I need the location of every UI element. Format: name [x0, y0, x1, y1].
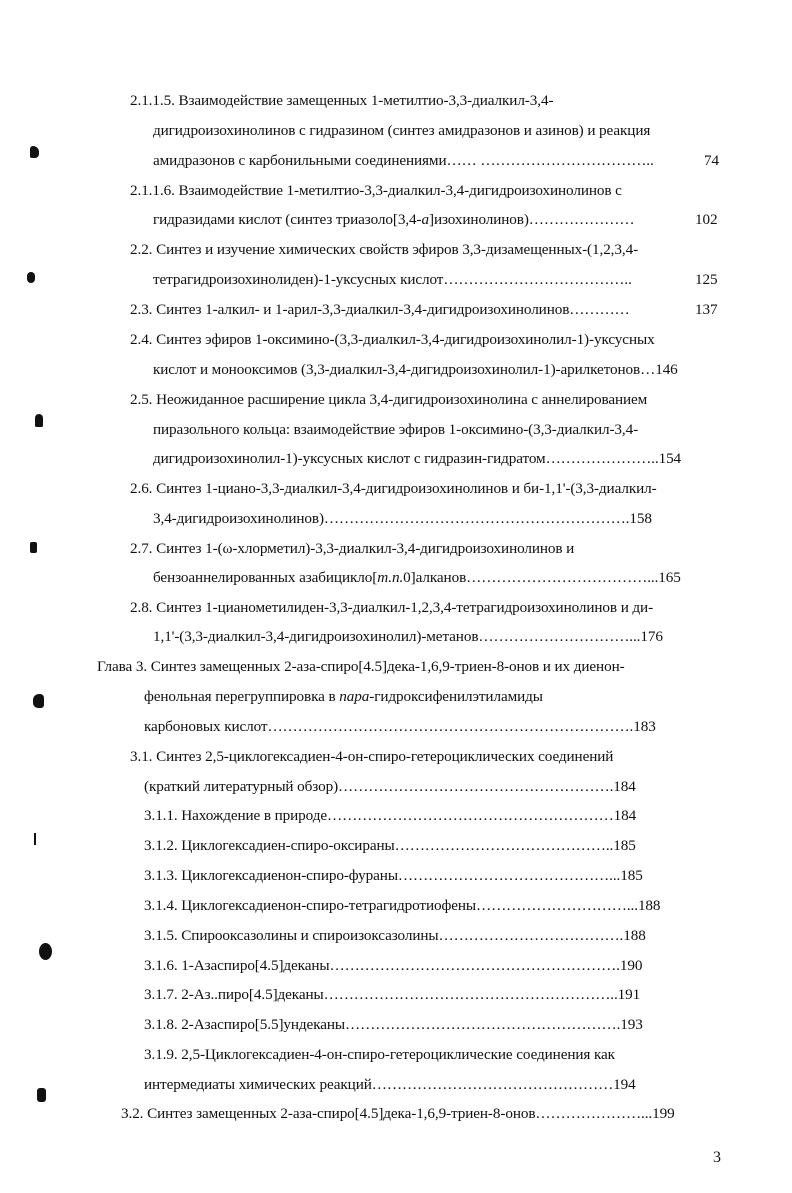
toc-italic: т.п.: [377, 569, 404, 586]
toc-entry-2-6-line-1: [130, 479, 657, 499]
toc-entry-2-8-line-2: [153, 627, 663, 647]
toc-text: 3.1.9. 2,5-Циклогексадиен-4-он-спиро-гетероциклические соединения как: [144, 1046, 615, 1063]
toc-text: 2.1.1.5. Взаимодействие замещенных 1-метилтио-3,3-диалкил-3,4-: [130, 92, 554, 109]
toc-text: тетрагидроизохинолиден)-1-уксусных кислот………………………………..: [153, 271, 632, 288]
toc-text: 2.3. Синтез 1-алкил- и 1-арил-3,3-диалкил-3,4-дигидроизохинолинов…………: [130, 301, 630, 318]
toc-text: 2.7. Синтез 1-(ω-хлорметил)-3,3-диалкил-3,4-дигидроизохинолинов и: [130, 540, 575, 557]
toc-text: 2.5. Неожиданное расширение цикла 3,4-дигидроизохинолина с аннелированием: [130, 391, 648, 408]
toc-entry-3-1-2: [144, 836, 636, 856]
page-number: 3: [713, 1149, 721, 1166]
scan-mark-2: [27, 272, 35, 283]
toc-text: 2.8. Синтез 1-цианометилиден-3,3-диалкил-1,2,3,4-тетрагидроизохинолинов и ди-: [130, 599, 654, 616]
toc-text: бензоаннелированных азабицикло[: [153, 569, 378, 586]
toc-page-2-3: [695, 300, 717, 320]
toc-entry-3-1-7: [144, 985, 640, 1005]
toc-entry-3-1-3: [144, 866, 643, 886]
scan-mark-7: [39, 943, 52, 960]
scan-mark-8: [37, 1088, 46, 1102]
toc-chapter-3-line-3: [144, 717, 656, 737]
toc-page-2-1-1-6: [695, 210, 717, 230]
toc-text: 3.1.3. Циклогексадиенон-спиро-фураны……………………………………...185: [144, 867, 643, 884]
toc-entry-2-5-line-1: [130, 390, 647, 410]
toc-text: 3.2. Синтез замещенных 2-аза-спиро[4.5]дека-1,6,9-триен-8-онов…………………...199: [121, 1105, 675, 1122]
toc-page-2-1-1-5: [704, 151, 719, 171]
toc-text: 2.6. Синтез 1-циано-3,3-диалкил-3,4-дигидроизохинолинов и би-1,1'-(3,3-диалкил-: [130, 480, 657, 497]
toc-text: 2.1.1.6. Взаимодействие 1-метилтио-3,3-диалкил-3,4-дигидроизохинолинов с: [130, 182, 622, 199]
toc-page-2-2: [695, 270, 717, 290]
toc-entry-3-1-9-line-1: [144, 1045, 615, 1065]
toc-entry-3-1-8: [144, 1015, 643, 1035]
toc-text: пиразольного кольца: взаимодействие эфиров 1-оксимино-(3,3-диалкил-3,4-: [153, 421, 639, 438]
toc-text: ]изохинолинов)…………………: [428, 211, 635, 228]
toc-italic: а: [421, 211, 429, 228]
scan-mark-5: [33, 694, 44, 708]
toc-text: -гидроксифенилэтиламиды: [369, 688, 543, 705]
scan-mark-3: [35, 414, 43, 427]
toc-entry-3-1-5: [144, 926, 646, 946]
toc-entry-3-1-4: [144, 896, 660, 916]
toc-page-number: 74: [704, 152, 719, 169]
toc-text: 0]алканов………………………………...165: [403, 569, 681, 586]
toc-entry-3-1-9-line-2: [144, 1075, 636, 1095]
toc-entry-2-1-1-5-line-3: [153, 151, 654, 171]
toc-entry-2-1-1-6-line-1: [130, 181, 622, 201]
scan-mark-4: [30, 542, 37, 553]
toc-text: (краткий литературный обзор)……………………………………………….184: [144, 778, 636, 795]
toc-entry-2-8-line-1: [130, 598, 653, 618]
toc-entry-2-2-line-1: [130, 240, 638, 260]
scan-mark-1: [30, 146, 39, 158]
toc-text: фенольная перегруппировка в: [144, 688, 340, 705]
toc-text: дигидроизохинолил-1)-уксусных кислот с гидразин-гидратом…………………..154: [153, 450, 682, 467]
toc-entry-2-7-line-1: [130, 539, 574, 559]
toc-entry-2-5-line-2: [153, 420, 638, 440]
toc-text: Глава 3. Синтез замещенных 2-аза-спиро[4.5]дека-1,6,9-триен-8-онов и их диенон-: [97, 658, 625, 675]
toc-text: кислот и монооксимов (3,3-диалкил-3,4-дигидроизохинолил-1)-арилкетонов…146: [153, 361, 678, 378]
toc-entry-3-1-6: [144, 956, 642, 976]
toc-chapter-3-line-2: [144, 687, 543, 707]
toc-chapter-3-line-1: [97, 657, 625, 677]
toc-italic: пара: [339, 688, 370, 705]
toc-text: гидразидами кислот (синтез триазоло[3,4-: [153, 211, 422, 228]
toc-entry-2-1-1-6-line-2: [153, 210, 634, 230]
toc-text: 3.1.5. Спирооксазолины и спироизоксазолины……………………………….188: [144, 927, 646, 944]
toc-text: дигидроизохинолинов с гидразином (синтез амидразонов и азинов) и реакция: [153, 122, 651, 139]
toc-text: 3.1.8. 2-Азаспиро[5.5]ундеканы……………………………………………….193: [144, 1016, 643, 1033]
toc-entry-2-1-1-5-line-2: [153, 121, 650, 141]
toc-entry-3-1-1: [144, 806, 636, 826]
toc-text: 3.1.2. Циклогексадиен-спиро-оксираны……………………………………..185: [144, 837, 636, 854]
toc-entry-2-3: [130, 300, 630, 320]
toc-text: 3.1.1. Нахождение в природе…………………………………………………184: [144, 807, 637, 824]
toc-page-number: 102: [695, 211, 718, 228]
toc-text: интермедиаты химических реакций…………………………………………194: [144, 1076, 636, 1093]
toc-text: 3,4-дигидроизохинолинов)…………………………………………………….158: [153, 510, 652, 527]
toc-entry-2-5-line-3: [153, 449, 681, 469]
toc-entry-3-1-line-2: [144, 777, 636, 797]
toc-text: 3.1.7. 2-Аз..пиро[4.5]деканы…………………………………………………..191: [144, 986, 641, 1003]
toc-text: карбоновых кислот……………………………………………………………….183: [144, 718, 656, 735]
toc-entry-3-2: [121, 1104, 675, 1124]
toc-text: амидразонов с карбонильными соединениями…… ……………………………..: [153, 152, 654, 169]
toc-entry-2-7-line-2: [153, 568, 681, 588]
toc-text: 3.1.4. Циклогексадиенон-спиро-тетрагидротиофены…………………………...188: [144, 897, 661, 914]
toc-entry-2-1-1-5-line-1: [130, 91, 553, 111]
toc-text: 3.1.6. 1-Азаспиро[4.5]деканы………………………………………………….190: [144, 957, 643, 974]
toc-entry-2-4-line-1: [130, 330, 655, 350]
toc-entry-2-4-line-2: [153, 360, 678, 380]
scan-mark-6: [34, 833, 36, 845]
toc-page-number: 137: [695, 301, 718, 318]
toc-entry-2-2-line-2: [153, 270, 632, 290]
toc-entry-3-1-line-1: [130, 747, 613, 767]
toc-text: 2.4. Синтез эфиров 1-оксимино-(3,3-диалкил-3,4-дигидроизохинолил-1)-уксусных: [130, 331, 655, 348]
toc-text: 3.1. Синтез 2,5-циклогексадиен-4-он-спиро-гетероциклических соединений: [130, 748, 614, 765]
toc-page-number: 125: [695, 271, 718, 288]
toc-text: 1,1'-(3,3-диалкил-3,4-дигидроизохинолил)-метанов…………………………...176: [153, 628, 663, 645]
toc-text: 2.2. Синтез и изучение химических свойств эфиров 3,3-дизамещенных-(1,2,3,4-: [130, 241, 639, 258]
toc-entry-2-6-line-2: [153, 509, 652, 529]
